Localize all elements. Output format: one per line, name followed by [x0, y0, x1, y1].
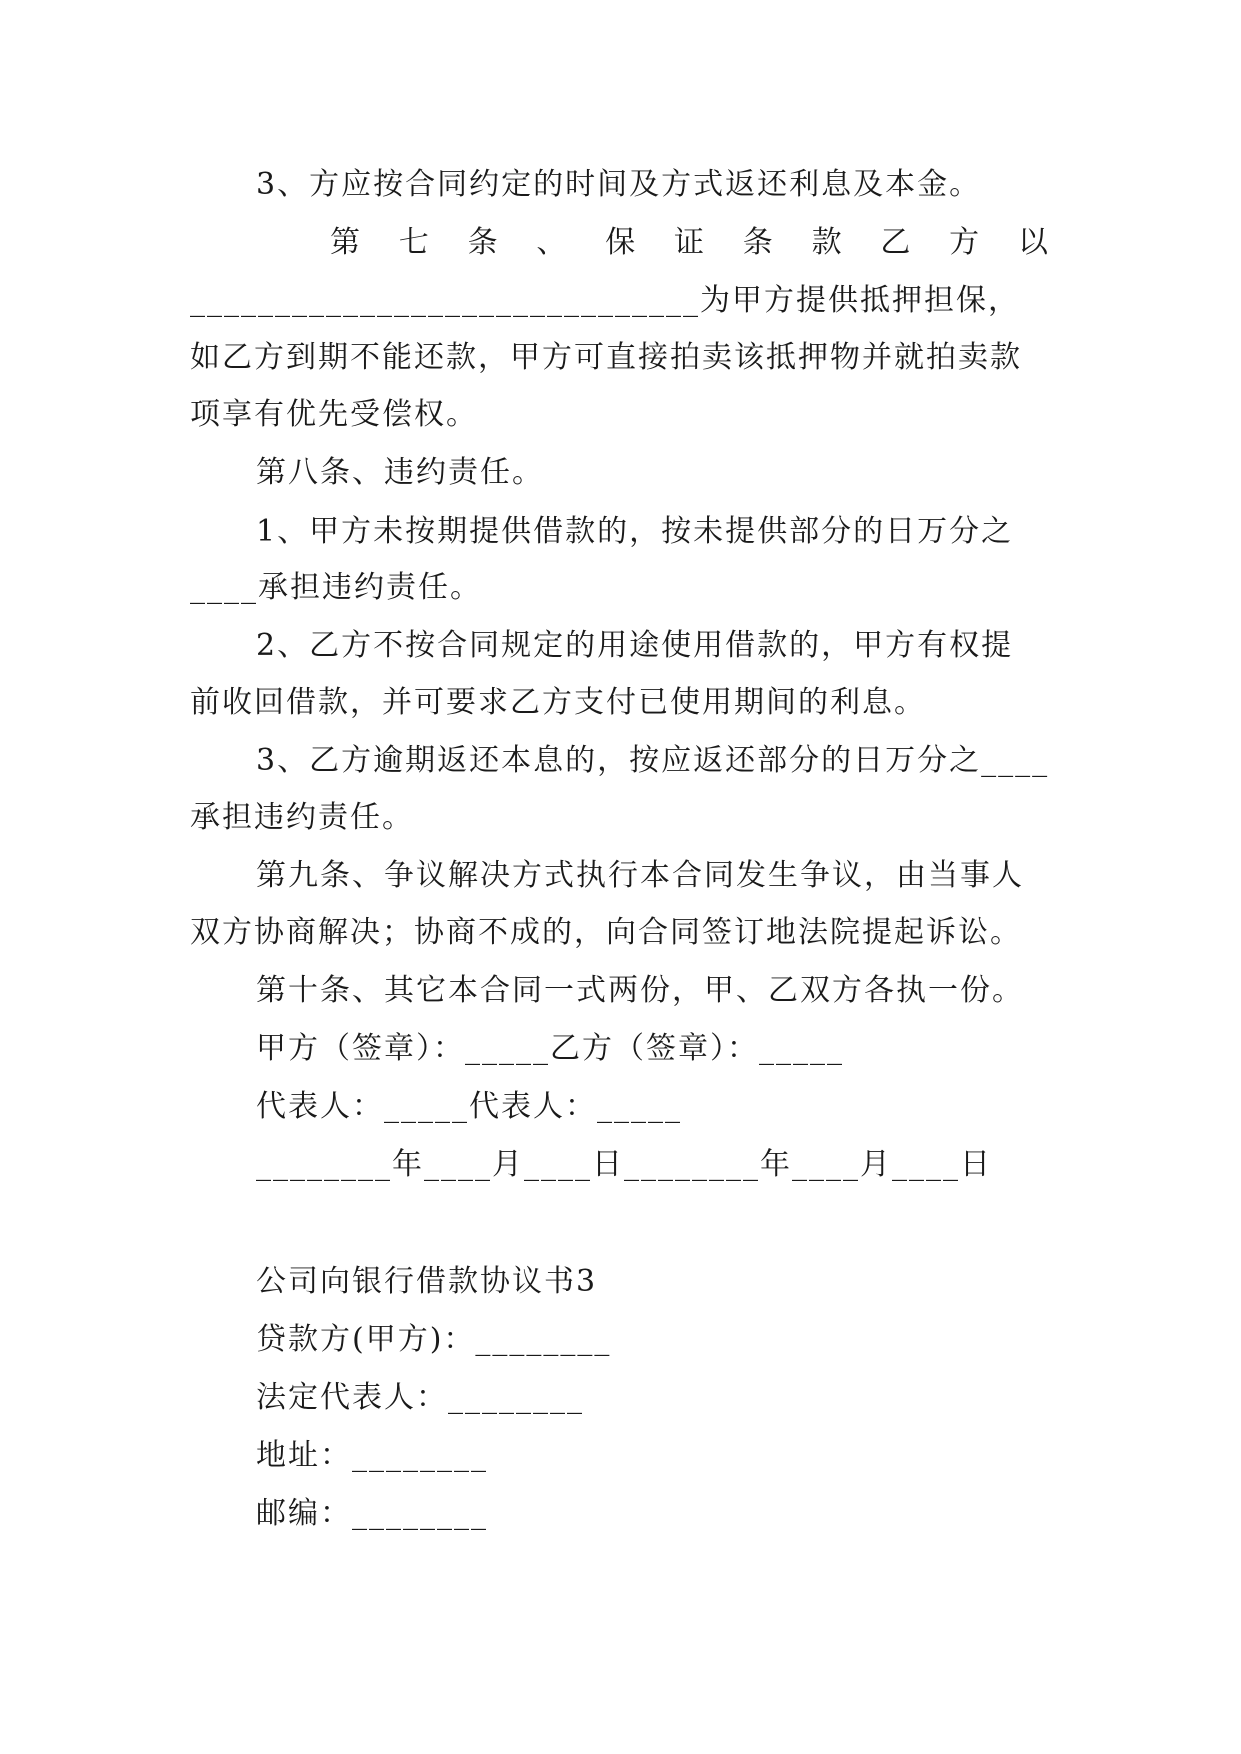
clause-7-char: 第: [330, 225, 362, 260]
text-line: ____承担违约责任。: [190, 570, 482, 605]
text-line: ______________________________为甲方提供抵押担保，: [190, 283, 1020, 318]
clause-7-char: 条: [742, 225, 775, 260]
text-line: 双方协商解决；协商不成的，向合同签订地法院提起诉讼。: [190, 915, 1022, 950]
legal-representative-field: 法定代表人：________: [256, 1380, 584, 1415]
clause-7-heading: [330, 223, 1050, 263]
postcode-field: 邮编：________: [256, 1496, 488, 1531]
text-line: 1、甲方未按期提供借款的，按未提供部分的日万分之: [256, 514, 1014, 549]
text-line: 3、方应按合同约定的时间及方式返还利息及本金。: [256, 167, 982, 202]
clause-7-char: 款: [811, 225, 844, 260]
address-field: 地址：________: [256, 1438, 488, 1473]
clause-7-char: 七: [398, 225, 431, 260]
representative-line: 代表人：_____代表人：_____: [256, 1089, 682, 1124]
document-title: 公司向银行借款协议书3: [256, 1264, 598, 1299]
text-line: 第十条、其它本合同一式两份，甲、乙双方各执一份。: [256, 973, 1024, 1008]
clause-7-char: 乙: [880, 225, 913, 260]
clause-7-char: 条: [467, 225, 500, 260]
clause-7-char: 方: [949, 225, 982, 260]
text-line: 如乙方到期不能还款，甲方可直接拍卖该抵押物并就拍卖款: [190, 340, 1022, 375]
clause-7-char: 保: [605, 225, 638, 260]
text-line: 第九条、争议解决方式执行本合同发生争议，由当事人: [256, 858, 1024, 893]
lender-field: 贷款方(甲方)：________: [256, 1322, 612, 1357]
date-line: ________年____月____日________年____月____日: [256, 1147, 992, 1182]
text-line: 前收回借款，并可要求乙方支付已使用期间的利息。: [190, 685, 926, 720]
section-heading: 第八条、违约责任。: [256, 455, 544, 490]
text-line: 2、乙方不按合同规定的用途使用借款的，甲方有权提: [256, 628, 1014, 663]
signature-line: 甲方（签章）：_____乙方（签章）：_____: [256, 1031, 844, 1066]
clause-7-char: 证: [673, 225, 706, 260]
clause-7-char: 、: [536, 225, 569, 260]
clause-7-char: 以: [1017, 225, 1050, 260]
text-line: 项享有优先受偿权。: [190, 397, 478, 432]
text-line: 承担违约责任。: [190, 800, 414, 835]
text-line: 3、乙方逾期返还本息的，按应返还部分的日万分之____: [256, 743, 1050, 778]
